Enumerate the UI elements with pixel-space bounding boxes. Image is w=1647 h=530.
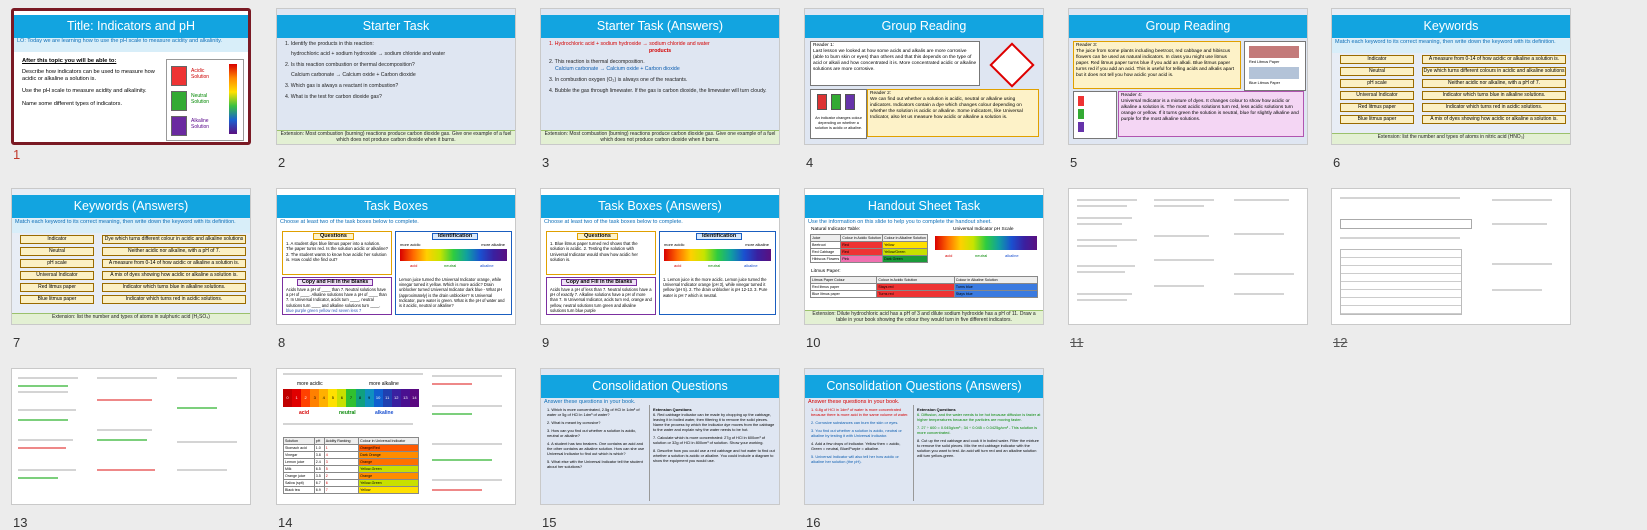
reader-3-box — [1073, 41, 1241, 89]
identification-text: Lemon juice turned the Universal Indicator orange, while vinegar turned it yellow. Which is more acidic? Drain unblocker turned Universal Indicator dark blue - What pH (approximately) is the drain unblocker? Is Universal Indicator, pure water is green. What is the pH of water and is it acidic, neutral or alkaline? — [399, 277, 505, 309]
identification-text: 1. Lemon juice is the more acidic. Lemon juice turned the Universal Indicator orange (pH 3), while vinegar turned it yellow (pH 5). 2. The drain unblocker is pH 12-13. 3. Pure water is pH 7 which is neutral. — [663, 277, 768, 298]
slide-number: 16 — [806, 515, 821, 530]
natural-table-label: Natural Indicator Table: — [811, 227, 861, 232]
ph-scale-bar — [400, 249, 507, 261]
reader-label: Reader 2: — [870, 91, 892, 96]
keyword-card[interactable]: Neutral — [1340, 67, 1414, 76]
learning-objective: LO: Today we are learning how to use the pH scale to measure acidity and alkalinity. — [14, 38, 248, 52]
litmus-table: Litmus Paper Colour Colour in Acidic Solution Colour in Alkaline Solution Red litmus paper Stays red Turns blue Blue litmus paper Turns red Stays blue — [810, 276, 1038, 298]
slide-body — [549, 41, 773, 130]
slide-title: Starter Task (Answers) — [541, 15, 779, 38]
definition-card[interactable]: Dye which turns different colours in acidic and alkaline solutions — [1423, 68, 1565, 74]
identification-heading: Identification — [696, 233, 742, 240]
slide-number: 5 — [1070, 155, 1078, 170]
core-questions — [547, 407, 645, 469]
question: 6. Red cabbage indicator can be made by chopping up the cabbage, leaving it in boiled water, then filtering it to remove the solid pieces. Name the process by which the indicator dye moves from the cabbage to the water and explain why the water needs to be hot. — [653, 412, 775, 432]
question: 8. Describe how you could use a red cabbage and hot water to find out whether a solution is acidic or alkaline. You could include a diagram to show the equipment you would use. — [653, 448, 775, 463]
slide-number: 3 — [542, 155, 550, 170]
label-alkaline: Alkaline Solution — [191, 118, 210, 130]
extension-box: Extension: list the number and types of atoms in nitric acid (HNO₃) — [1332, 133, 1570, 144]
alkaline-label: alkaline — [1005, 253, 1019, 258]
label-acidic: Acidic Solution — [191, 68, 210, 80]
products-label: products — [649, 48, 672, 54]
neutral-label: neutral — [444, 263, 457, 268]
keyword-card[interactable]: pH scale — [20, 259, 94, 268]
word-bank: blue purple green yellow red seven less 7 — [286, 307, 362, 313]
keyword-card[interactable]: pH scale — [1340, 79, 1414, 88]
slide-6[interactable] — [1331, 8, 1571, 145]
fill-blanks-heading: Copy and Fill in the Blanks — [561, 279, 637, 286]
slide-title: Task Boxes — [277, 195, 515, 218]
definition-card[interactable]: Indicator which turns red in acidic solutions. — [1422, 103, 1566, 112]
reader-1-box — [810, 41, 980, 86]
slide-number: 8 — [278, 335, 286, 350]
fill-blanks-text: Acids have a pH of ____ than 7. Neutral solutions have a pH of ____. Alkaline solutions have a pH of ____ than 7. In Universal Indicator, acids turn ____, neutral solutions turn ____ and alkaline solutions turn ____. — [286, 287, 387, 308]
divider — [649, 405, 650, 501]
reader-text: Universal Indicator is a mixture of dyes. It changes colour to show how acidic or alkaline a solution is. The most acidic solutions turn red, less acidic solutions turn orange or yellow. If it turns green the solution is neutral, blue for slightly alkaline and purple for the most alkaline solutions. — [1121, 99, 1299, 122]
answer: 7. 27 ÷ 600 = 0.045g/cm³ ; 34 ÷ 0.045 = 0.0425g/cm³ - This solution is more concentrated. — [917, 425, 1038, 435]
alkaline-label: alkaline — [480, 263, 494, 268]
slide-number: 14 — [278, 515, 293, 530]
red-litmus-label: Red Litmus Paper — [1249, 60, 1280, 64]
slide-5[interactable] — [1068, 8, 1308, 145]
answer-line: 2. This reaction is thermal decomposition. — [549, 59, 645, 65]
slide-title: Group Reading — [1069, 15, 1307, 38]
questions-box — [282, 231, 392, 275]
universal-indicator-image — [1073, 91, 1117, 139]
slide-number: 2 — [278, 155, 286, 170]
extension-answers — [917, 407, 1041, 458]
slide-1[interactable] — [11, 8, 251, 145]
slide-number: 9 — [542, 335, 550, 350]
slide-number: 13 — [13, 515, 28, 530]
solutions-table: Solution pH Acidity Ranking Colour in Universal Indicator Stomach acid 1.0 1 Orange/Red Vinegar 3.8 4 Dark Orange Lemon juice 2.4 3 Orange Milk 6.5 5 Yellow-Green Orange juice 3.5 2 Orange Saliva (spit) 6.7 6 Yellow-Green Black tea 6.9 7 Yellow — [283, 437, 419, 494]
reader-text: The juice from some plants including beetroot, red cabbage and hibiscus flowers can be used as natural indicators. In class you might use litmus paper. Red litmus paper turns blue if you add an alkali. Blue litmus paper turns red if you add an acid. This is useful for telling acids and alkalis apart but it does not tell you how acidic your acid is. — [1076, 49, 1235, 78]
definition-card[interactable]: Indicator which turns blue in alkaline solutions. — [102, 283, 246, 292]
keyword-card[interactable]: Neutral — [20, 247, 94, 256]
question-line: 2. Is this reaction combustion or thermal decomposition? — [285, 62, 415, 68]
ph-scale-bar — [664, 249, 771, 261]
slide-8[interactable] — [276, 188, 516, 325]
extension-heading: Extension Questions — [917, 407, 956, 412]
keyword-card[interactable]: Red litmus paper — [20, 283, 94, 292]
more-alkaline-label: more alkaline — [481, 242, 505, 247]
slide-11[interactable] — [1068, 188, 1308, 325]
keyword-card[interactable]: Red litmus paper — [1340, 103, 1414, 112]
question: 1. Which is more concentrated, 2.5g of HCl in 1dm³ of water or 5g of HCl in 1dm³ of water? — [547, 407, 640, 417]
slide-13[interactable] — [11, 368, 251, 505]
definition-card[interactable]: A measure from 0-14 of how acidic or alkaline a solution is. — [102, 259, 246, 268]
question-line: Calcium carbonate → Calcium oxide + Carbon dioxide — [291, 72, 416, 78]
extension-box: Extension: Dilute hydrochloric acid has a pH of 3 and dilute sodium hydroxide has a pH of 11. Draw a table in your book showing the colour they would turn in five different indicators. — [805, 310, 1043, 324]
question-line: hydrochloric acid + sodium hydroxide → sodium chloride and water — [291, 51, 446, 57]
definition-card[interactable]: Dye which turns different colour in acidic and alkaline solutions — [102, 235, 246, 244]
question: 5. What else with the Universal Indicator tell the student about her solutions? — [547, 459, 643, 469]
answer-line: 3. In combustion oxygen (O₂) is always one of the reactants. — [549, 77, 688, 83]
extension-box: Extension: list the number and types of atoms in sulphuric acid (H₂SO₄) — [12, 313, 250, 324]
blue-litmus-label: Blue Litmus Paper — [1249, 81, 1281, 85]
answer: 2. Corrosive substances can burn the skin or eyes. — [811, 420, 899, 425]
answer-line: 4. Bubble the gas through limewater. If the gas is carbon dioxide, the limewater will turn cloudy. — [549, 88, 767, 94]
identification-box — [395, 231, 512, 315]
slide-12[interactable] — [1331, 188, 1571, 325]
slide-number: 4 — [806, 155, 814, 170]
definition-card[interactable]: Neither acidic nor alkaline, with a pH of 7. — [102, 247, 246, 256]
slide-title: Handout Sheet Task — [805, 195, 1043, 218]
extension-box: Extension: Most combustion (burning) reactions produce carbon dioxide gas. Give one example of a fuel which does not produce carbon dioxide when it burns. — [541, 130, 779, 144]
extension-box: Extension: Most combustion (burning) reactions produce carbon dioxide gas. Give one example of a fuel which does not produce carbon dioxide when it burns. — [277, 130, 515, 144]
corrosive-hazard-icon — [989, 42, 1034, 87]
reader-label: Reader 4: — [1121, 93, 1143, 98]
objectives-list — [22, 69, 162, 108]
slide-4[interactable] — [804, 8, 1044, 145]
extension-heading: Extension Questions — [653, 407, 692, 412]
keyword-card[interactable]: Indicator — [20, 235, 94, 244]
reader-label: Reader 1: — [813, 43, 835, 48]
slide-title: Keywords — [1332, 15, 1570, 38]
more-alkaline-label: more alkaline — [745, 242, 769, 247]
alkaline-label: alkaline — [375, 410, 394, 416]
ph-scale-bar — [935, 236, 1037, 250]
more-acidic-label: more acidic — [400, 242, 421, 247]
reader-text: We can find out whether a solution is acidic, neutral or alkaline using indicators. Indicators contain a dye which changes colour depending on whether the solution is acidic or alkaline. Some indicators, like Universal Indicator, also let us measure how acidic or alkaline a solution is. — [870, 97, 1023, 120]
acid-label: acid — [410, 263, 418, 268]
slide-heading: After this topic you will be able to: — [22, 58, 117, 64]
slide-title: Task Boxes (Answers) — [541, 195, 779, 218]
ph-colour-scale — [229, 64, 237, 134]
keyword-card[interactable]: Universal Indicator — [1340, 91, 1414, 100]
slide-title: Group Reading — [805, 15, 1043, 38]
more-acidic-label: more acidic — [297, 381, 323, 387]
reader-2-box — [867, 89, 1039, 137]
questions-heading: Questions — [313, 233, 354, 240]
answer: 1. 6.8g of HCl in 1dm³ of water is more concentrated because there is more acid in the same volume of water. — [811, 407, 909, 417]
slide-number: 11 — [1070, 335, 1084, 350]
reader-text: Last lesson we looked at how some acids and alkalis are more corrosive (able to burn skin or eyes) than others and that this depends on the type of acid or alkali and how concentrated it is. More concentrated acidic or alkaline solutions are more corrosive. — [813, 49, 977, 72]
slide-16[interactable] — [804, 368, 1044, 505]
question: 3. How can you find out whether a solution is acidic, neutral or alkaline? — [547, 428, 637, 438]
slide-title: Title: Indicators and pH — [14, 15, 248, 38]
fill-blanks-box — [282, 277, 392, 315]
slide-3[interactable] — [540, 8, 780, 145]
answer: 3. You find out whether a solution is acidic, neutral or alkaline by testing it with Universal Indicator. — [811, 428, 902, 438]
objective-item: Name some different types of indicators. — [22, 100, 123, 107]
definition-card[interactable]: Indicator which turns blue in alkaline solutions. — [1422, 91, 1566, 100]
slide-7[interactable] — [11, 188, 251, 325]
slide-title: Starter Task — [277, 15, 515, 38]
definition-card[interactable]: A mix of dyes showing how acidic or alkaline a solution is. — [1422, 115, 1566, 124]
question: 7. Calculate which is more concentrated: 27g of HCl in 600cm³ of solution or 32g of HCl in 800cm³ of solution. Show your working. — [653, 435, 766, 445]
divider — [913, 405, 914, 501]
definition-card[interactable]: Indicator which turns red in acidic solutions. — [102, 295, 246, 304]
fill-blanks-heading: Copy and Fill in the Blanks — [297, 279, 373, 286]
slide-number: 7 — [13, 335, 21, 350]
definition-card[interactable]: Neither acidic nor alkaline, with a pH of 7. — [1422, 79, 1566, 88]
slide-number: 6 — [1333, 155, 1341, 170]
questions-heading: Questions — [577, 233, 618, 240]
slide-number: 15 — [542, 515, 557, 530]
slide-title: Keywords (Answers) — [12, 195, 250, 218]
instruction: Match each keyword to its correct meaning, then write down the keyword with its definition. — [1332, 39, 1570, 53]
litmus-paper-image — [1244, 41, 1306, 91]
slide-title: Consolidation Questions (Answers) — [805, 375, 1043, 398]
questions-box — [546, 231, 656, 275]
indicator-picture — [166, 59, 244, 141]
identification-heading: Identification — [432, 233, 478, 240]
keyword-card[interactable]: Indicator — [1340, 55, 1414, 64]
answer-line: Calcium carbonate → Calcium oxide + Carbon dioxide — [555, 66, 680, 72]
extension-questions — [653, 407, 777, 463]
slide-number: 10 — [806, 335, 821, 350]
natural-indicator-table: Juice Colour in Acidic Solution Colour in Alkaline Solution Beetroot Red Yellow Red Cabbage Red Yellow/Green Hibiscus Flowers Pink Dark Green — [812, 236, 926, 261]
instruction: Choose at least two of the task boxes below to complete. — [277, 219, 515, 227]
questions-text: 1. A student dips blue litmus paper into a solution. The paper turns red. Is the solution acidic or alkaline? 2. The student wants to know how acidic her solution is. How could she find out? — [286, 241, 388, 263]
acid-label: acid — [674, 263, 682, 268]
fill-blanks-box — [546, 277, 656, 315]
litmus-label: Litmus Paper: — [811, 269, 841, 274]
ui-scale-label: Universal Indicator pH Scale — [953, 227, 1014, 232]
answer: 4. Add a few drops of indicator. Yellow then = acidic, Green = neutral, Blue/Purple = alkaline. — [811, 441, 901, 451]
objective-item: Use the pH scale to measure acidity and alkalinity. — [22, 88, 147, 95]
keyword-card[interactable]: Universal Indicator — [20, 271, 94, 280]
reader-label: Reader 3: — [1076, 43, 1098, 48]
slide-10[interactable] — [804, 188, 1044, 325]
keyword-card[interactable]: Blue litmus paper — [1340, 115, 1414, 124]
acid-label: acid — [945, 253, 953, 258]
acid-label: acid — [299, 410, 310, 416]
definition-card[interactable]: A measure from 0-14 of how acidic or alkaline a solution is. — [1422, 55, 1566, 64]
answer: 8. Cut up the red cabbage and cook it in boiled water. Filter the mixture to remove the solid pieces. Mix the red cabbage indicator with the solution you want to test. An acid will turn red and an alkaline solution will turn yellow-green. — [917, 438, 1039, 458]
answer: 6. Diffusion, and the water needs to be hot because diffusion is faster at higher temperatures because the particles are moving faster. — [917, 412, 1041, 422]
slide-number: 12 — [1333, 335, 1348, 350]
label-neutral: Neutral Solution — [191, 93, 210, 105]
question-line: 4. What is the test for carbon dioxide gas? — [285, 94, 382, 100]
question-line: 1. Identify the products in this reaction: — [285, 41, 374, 47]
image-caption: An indicator changes colour depending on whether a solution is acidic or alkaline. — [814, 116, 863, 130]
definition-card[interactable]: A mix of dyes showing how acidic or alkaline a solution is. — [102, 271, 246, 280]
slide-body — [285, 41, 509, 130]
more-acidic-label: more acidic — [664, 242, 685, 247]
question-line: 3. Which gas is always a reactant in combustion? — [285, 83, 399, 89]
keyword-card[interactable]: Blue litmus paper — [20, 295, 94, 304]
identification-box — [659, 231, 776, 315]
question: 4. A student has two beakers. One contains an acid and the other contains an alkaline solution. How can she use Universal Indicator to find out which is which? — [547, 441, 645, 456]
reader-4-box — [1118, 91, 1304, 137]
instruction: Answer these questions in your book. — [541, 399, 779, 407]
instruction: Match each keyword to its correct meaning, then write down the keyword with its definition. — [12, 219, 250, 233]
slide-title: Consolidation Questions — [541, 375, 779, 398]
fill-blanks-text: Acids have a pH of less than 7. Neutral solutions have a pH of exactly 7. Alkaline solutions have a pH of more than 7. In Universal Indicator, acids turn red, orange and yellow, neutral solutions turn green and alkaline solutions turn blue purple — [550, 287, 652, 313]
ph-scale-bar: 0 1 2 3 4 5 6 7 8 9 10 11 12 13 14 — [283, 389, 419, 407]
slide-14[interactable] — [276, 368, 516, 505]
slide-9[interactable] — [540, 188, 780, 325]
instruction: Choose at least two of the task boxes below to complete. — [541, 219, 779, 227]
question: 2. What is meant by corrosive? — [547, 420, 601, 425]
questions-text: 1. Blue litmus paper turned red shows that the solution is acidic. 2. Testing the solution with Universal Indicator would show how acidic her solution is. — [550, 241, 638, 263]
answer: 5. Universal Indicator will also tell her how acidic or alkaline her solution (the pH). — [811, 454, 899, 464]
slide-number: 1 — [13, 147, 21, 162]
slide-2[interactable] — [276, 8, 516, 145]
indicator-image — [810, 89, 867, 139]
neutral-label: neutral — [339, 410, 356, 416]
instruction: Use the information on this slide to help you to complete the handout sheet. — [805, 219, 1043, 227]
neutral-label: neutral — [975, 253, 988, 258]
core-answers — [811, 407, 909, 464]
instruction: Answer these questions in your book. — [805, 399, 1043, 407]
alkaline-label: alkaline — [744, 263, 758, 268]
objective-item: Describe how indicators can be used to measure how acidic or alkaline a solution is. — [22, 69, 155, 83]
answer-line: 1. Hydrochloric acid + sodium hydroxide → sodium chloride and water — [549, 41, 710, 47]
more-alkaline-label: more alkaline — [369, 381, 399, 387]
neutral-label: neutral — [708, 263, 721, 268]
slide-15[interactable] — [540, 368, 780, 505]
